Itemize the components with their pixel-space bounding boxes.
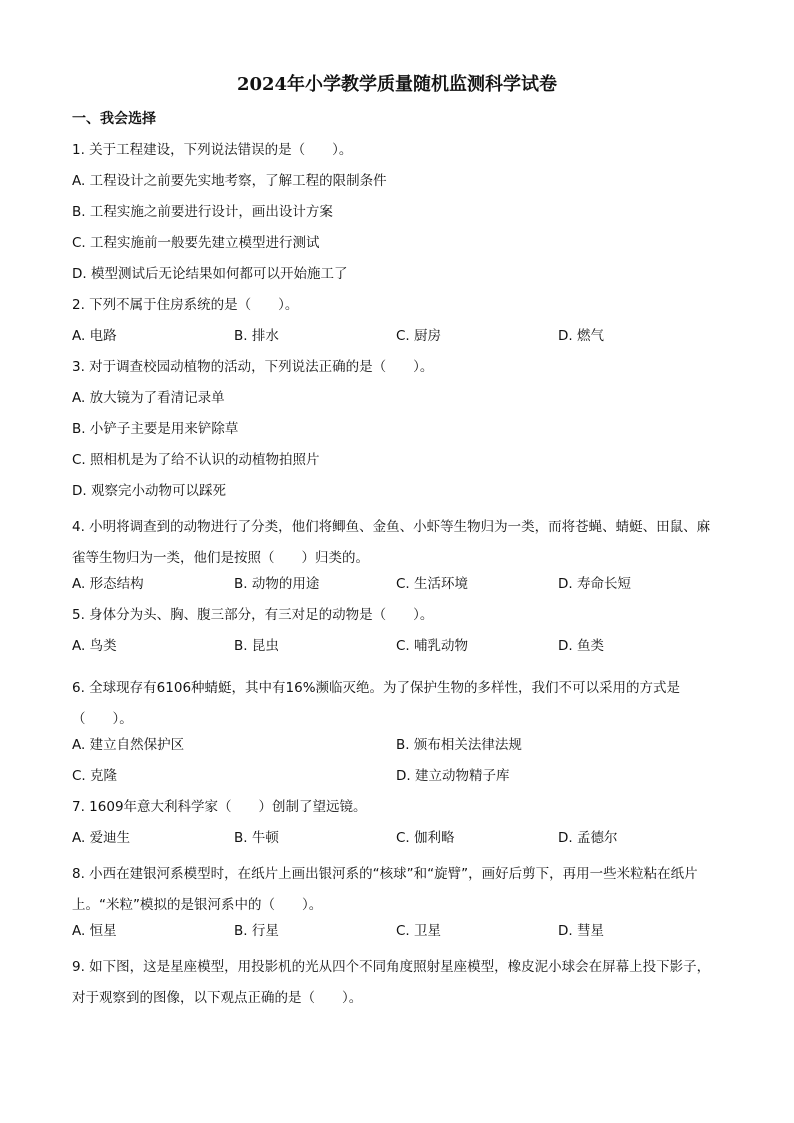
question-5-stem: 5. 身体分为头、胸、腹三部分，有三对足的动物是（ ）。: [72, 607, 434, 623]
question-8-option-a: A. 恒星: [72, 923, 117, 939]
question-3-option-c: C. 照相机是为了给不认识的动植物拍照片: [72, 452, 320, 468]
question-7-stem: 7. 1609年意大利科学家（ ）创制了望远镜。: [72, 799, 367, 815]
question-6-stem: 6. 全球现存有6106种蜻蜓，其中有16%濒临灭绝。为了保护生物的多样性，我们不可以采用的方式是（ ）。: [72, 680, 681, 727]
question-8-option-d: D. 彗星: [558, 923, 604, 939]
question-6-option-a: A. 建立自然保护区: [72, 737, 185, 753]
question-3-option-d: D. 观察完小动物可以踩死: [72, 483, 226, 499]
question-3-stem: 3. 对于调查校园动植物的活动，下列说法正确的是（ ）。: [72, 359, 434, 375]
question-4-option-a: A. 形态结构: [72, 576, 144, 592]
question-2-option-a: A. 电路: [72, 328, 117, 344]
question-7-option-b: B. 牛顿: [234, 830, 279, 846]
question-2-option-d: D. 燃气: [558, 328, 604, 344]
question-6-options-row-1: [72, 735, 722, 766]
question-1-stem: 1. 关于工程建设，下列说法错误的是（ ）。: [72, 142, 353, 158]
question-4-option-d: D. 寿命长短: [558, 576, 631, 592]
question-7-option-a: A. 爱迪生: [72, 830, 131, 846]
question-8-option-c: C. 卫星: [396, 923, 442, 939]
question-2-option-b: B. 排水: [234, 328, 279, 344]
question-1-option-d: D. 模型测试后无论结果如何都可以开始施工了: [72, 266, 348, 282]
question-2-stem: 2. 下列不属于住房系统的是（ ）。: [72, 297, 299, 313]
question-4-option-b: B. 动物的用途: [234, 576, 320, 592]
question-6-options-row-2: [72, 766, 722, 797]
question-8-option-b: B. 行星: [234, 923, 279, 939]
question-9-stem: 9. 如下图，这是星座模型，用投影机的光从四个不同角度照射星座模型，橡皮泥小球会在屏幕上投下影子，对于观察到的图像，以下观点正确的是（ ）。: [72, 959, 711, 1006]
question-list: [72, 140, 722, 1014]
question-5-option-c: C. 哺乳动物: [396, 638, 469, 654]
question-6-option-c: C. 克隆: [72, 768, 118, 784]
question-5-option-d: D. 鱼类: [558, 638, 604, 654]
question-5-options: [72, 636, 722, 667]
section-heading: 一、我会选择: [72, 111, 156, 127]
question-6-option-d: D. 建立动物精子库: [396, 768, 510, 784]
question-5-option-a: A. 鸟类: [72, 638, 117, 654]
question-5-option-b: B. 昆虫: [234, 638, 279, 654]
question-7-option-c: C. 伽利略: [396, 830, 455, 846]
question-2-option-c: C. 厨房: [396, 328, 442, 344]
question-4-option-c: C. 生活环境: [396, 576, 469, 592]
question-2-options: [72, 326, 722, 357]
question-1-option-b: B. 工程实施之前要进行设计，画出设计方案: [72, 204, 333, 220]
question-8-stem: 8. 小西在建银河系模型时，在纸片上画出银河系的“核球”和“旋臂”，画好后剪下，再用一些米粒粘在纸片上。“米粒”模拟的是银河系中的（ ）。: [72, 866, 698, 913]
question-3-option-a: A. 放大镜为了看清记录单: [72, 390, 225, 406]
question-3-option-b: B. 小铲子主要是用来铲除草: [72, 421, 239, 437]
question-4-options: [72, 574, 722, 605]
page-title: 2024年小学教学质量随机监测科学试卷: [236, 74, 558, 95]
question-1-option-a: A. 工程设计之前要先实地考察，了解工程的限制条件: [72, 173, 387, 189]
question-1-option-c: C. 工程实施前一般要先建立模型进行测试: [72, 235, 320, 251]
question-8-options: [72, 921, 722, 952]
question-6-option-b: B. 颁布相关法律法规: [396, 737, 522, 753]
question-7-option-d: D. 孟德尔: [558, 830, 618, 846]
question-7-options: [72, 828, 722, 859]
question-4-stem: 4. 小明将调查到的动物进行了分类，他们将鲫鱼、金鱼、小虾等生物归为一类，而将苍蝇、蜻蜓、田鼠、麻雀等生物归为一类，他们是按照（ ）归类的。: [72, 519, 711, 566]
